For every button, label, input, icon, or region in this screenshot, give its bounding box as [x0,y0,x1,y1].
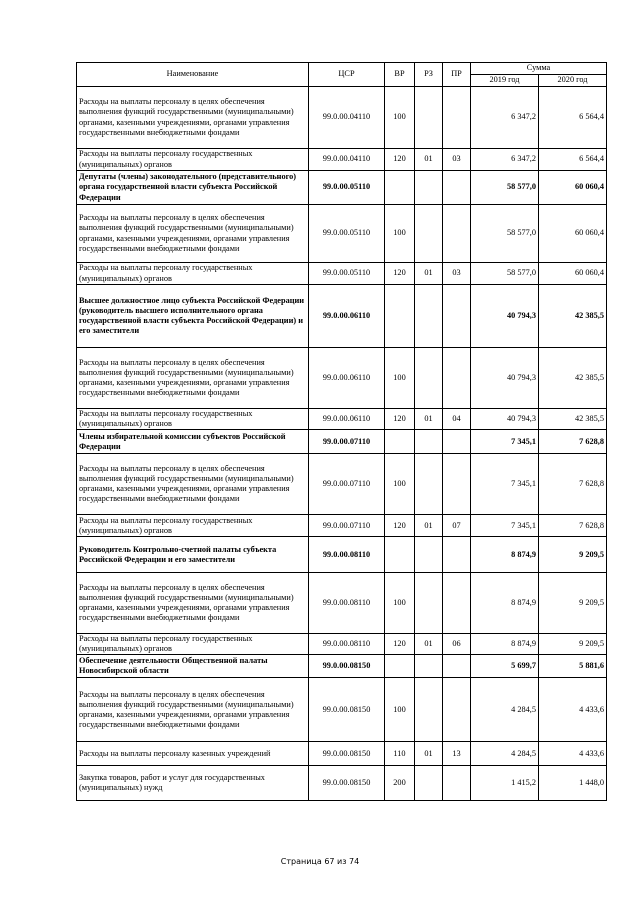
row-vr: 100 [385,678,415,742]
row-sum-2020: 42 385,5 [539,285,607,348]
header-year-2020: 2020 год [539,75,607,87]
row-vr [385,171,415,205]
row-sum-2020: 42 385,5 [539,348,607,409]
header-vr: ВР [385,63,415,87]
row-rz [415,205,443,263]
row-name: Обеспечение деятельности Общественной палаты Новосибирской области [77,655,309,678]
row-sum-2020: 4 433,6 [539,742,607,766]
row-pr [443,678,471,742]
row-csr: 99.0.00.08110 [309,634,385,655]
row-pr [443,430,471,454]
row-sum-2019: 8 874,9 [471,573,539,634]
table-row [77,285,607,348]
row-rz [415,87,443,149]
row-sum-2019: 4 284,5 [471,742,539,766]
table-row [77,263,607,285]
row-sum-2020: 9 209,5 [539,573,607,634]
row-sum-2020: 7 628,8 [539,430,607,454]
row-csr: 99.0.00.04110 [309,87,385,149]
row-pr: 03 [443,149,471,171]
row-sum-2019: 58 577,0 [471,171,539,205]
row-sum-2020: 60 060,4 [539,171,607,205]
table-row [77,766,607,801]
row-sum-2020: 6 564,4 [539,87,607,149]
row-csr: 99.0.00.07110 [309,515,385,537]
row-sum-2019: 8 874,9 [471,634,539,655]
row-rz [415,678,443,742]
row-name: Расходы на выплаты персоналу в целях обеспечения выполнения функций государственными (муниципальными) органами, казенными учреждениями, органами управления государственными внебюджетными фондами [77,205,309,263]
row-rz [415,655,443,678]
row-csr: 99.0.00.04110 [309,149,385,171]
row-csr: 99.0.00.08150 [309,655,385,678]
budget-table [76,62,607,801]
row-vr [385,655,415,678]
row-vr: 120 [385,149,415,171]
table-header [77,63,607,87]
row-name: Расходы на выплаты персоналу государственных (муниципальных) органов [77,515,309,537]
row-vr [385,430,415,454]
row-name: Расходы на выплаты персоналу казенных учреждений [77,742,309,766]
header-rz: РЗ [415,63,443,87]
header-year-2019: 2019 год [471,75,539,87]
row-vr: 100 [385,205,415,263]
row-rz [415,573,443,634]
table-row [77,742,607,766]
row-pr [443,454,471,515]
row-sum-2019: 8 874,9 [471,537,539,573]
row-sum-2019: 6 347,2 [471,149,539,171]
row-vr: 200 [385,766,415,801]
table-row [77,537,607,573]
row-vr: 120 [385,634,415,655]
row-name: Расходы на выплаты персоналу в целях обеспечения выполнения функций государственными (муниципальными) органами, казенными учреждениями, органами управления государственными внебюджетными фондами [77,87,309,149]
row-pr: 06 [443,634,471,655]
row-vr [385,537,415,573]
row-pr [443,573,471,634]
table-row [77,454,607,515]
row-name: Расходы на выплаты персоналу государственных (муниципальных) органов [77,409,309,430]
row-sum-2020: 42 385,5 [539,409,607,430]
row-pr: 04 [443,409,471,430]
row-rz [415,430,443,454]
row-name: Закупка товаров, работ и услуг для государственных (муниципальных) нужд [77,766,309,801]
row-name: Расходы на выплаты персоналу в целях обеспечения выполнения функций государственными (муниципальными) органами, казенными учреждениями, органами управления государственными внебюджетными фондами [77,348,309,409]
row-vr: 100 [385,573,415,634]
row-rz [415,454,443,515]
row-sum-2020: 60 060,4 [539,263,607,285]
row-pr [443,537,471,573]
row-sum-2020: 9 209,5 [539,634,607,655]
row-pr: 13 [443,742,471,766]
row-sum-2020: 1 448,0 [539,766,607,801]
row-csr: 99.0.00.07110 [309,430,385,454]
row-rz [415,171,443,205]
row-sum-2020: 6 564,4 [539,149,607,171]
row-pr [443,348,471,409]
row-csr: 99.0.00.08110 [309,573,385,634]
row-sum-2020: 60 060,4 [539,205,607,263]
row-csr: 99.0.00.08110 [309,537,385,573]
header-csr: ЦСР [309,63,385,87]
row-sum-2019: 58 577,0 [471,263,539,285]
table-row [77,573,607,634]
table-row [77,515,607,537]
table-row [77,87,607,149]
row-sum-2019: 58 577,0 [471,205,539,263]
row-pr [443,205,471,263]
row-sum-2020: 7 628,8 [539,515,607,537]
row-pr [443,87,471,149]
row-rz: 01 [415,409,443,430]
table-row [77,171,607,205]
row-sum-2019: 7 345,1 [471,515,539,537]
row-name: Расходы на выплаты персоналу в целях обеспечения выполнения функций государственными (муниципальными) органами, казенными учреждениями, органами управления государственными внебюджетными фондами [77,454,309,515]
row-pr: 03 [443,263,471,285]
row-sum-2019: 1 415,2 [471,766,539,801]
row-pr [443,766,471,801]
row-csr: 99.0.00.05110 [309,263,385,285]
row-pr [443,655,471,678]
row-rz: 01 [415,515,443,537]
table-row [77,430,607,454]
row-csr: 99.0.00.06110 [309,409,385,430]
table-row [77,149,607,171]
row-vr: 100 [385,348,415,409]
row-rz: 01 [415,263,443,285]
row-vr: 100 [385,454,415,515]
row-sum-2019: 40 794,3 [471,285,539,348]
row-sum-2019: 7 345,1 [471,454,539,515]
row-name: Расходы на выплаты персоналу государственных (муниципальных) органов [77,149,309,171]
row-vr: 120 [385,515,415,537]
row-sum-2020: 9 209,5 [539,537,607,573]
row-rz [415,766,443,801]
row-rz [415,537,443,573]
row-csr: 99.0.00.08150 [309,766,385,801]
row-sum-2019: 6 347,2 [471,87,539,149]
row-name: Расходы на выплаты персоналу в целях обеспечения выполнения функций государственными (муниципальными) органами, казенными учреждениями, органами управления государственными внебюджетными фондами [77,678,309,742]
row-name: Расходы на выплаты персоналу государственных (муниципальных) органов [77,634,309,655]
row-sum-2019: 5 699,7 [471,655,539,678]
row-sum-2020: 4 433,6 [539,678,607,742]
row-csr: 99.0.00.07110 [309,454,385,515]
row-csr: 99.0.00.05110 [309,205,385,263]
row-name: Депутаты (члены) законодательного (представительного) органа государственной власти субъекта Российской Федерации [77,171,309,205]
row-pr: 07 [443,515,471,537]
page-number: Страница 67 из 74 [280,857,360,866]
row-csr: 99.0.00.08150 [309,678,385,742]
row-sum-2020: 7 628,8 [539,454,607,515]
row-csr: 99.0.00.05110 [309,171,385,205]
row-sum-2020: 5 881,6 [539,655,607,678]
row-sum-2019: 4 284,5 [471,678,539,742]
table-row [77,205,607,263]
header-sum: Сумма [471,63,607,75]
row-name: Расходы на выплаты персоналу государственных (муниципальных) органов [77,263,309,285]
row-rz [415,348,443,409]
row-vr: 100 [385,87,415,149]
row-csr: 99.0.00.06110 [309,348,385,409]
row-pr [443,171,471,205]
row-vr [385,285,415,348]
row-vr: 120 [385,409,415,430]
row-name: Руководитель Контрольно-счетной палаты субъекта Российской Федерации и его заместители [77,537,309,573]
row-vr: 120 [385,263,415,285]
row-sum-2019: 40 794,3 [471,409,539,430]
row-name: Высшее должностное лицо субъекта Российской Федерации (руководитель высшего исполнительного органа государственной власти субъекта Российской Федерации) и его заместители [77,285,309,348]
row-sum-2019: 7 345,1 [471,430,539,454]
table-row [77,655,607,678]
row-csr: 99.0.00.06110 [309,285,385,348]
row-rz: 01 [415,634,443,655]
row-name: Члены избирательной комиссии субъектов Российской Федерации [77,430,309,454]
row-rz: 01 [415,742,443,766]
row-pr [443,285,471,348]
row-rz [415,285,443,348]
table-body [77,87,607,801]
table-row [77,678,607,742]
table-row [77,409,607,430]
header-name: Наименование [77,63,309,87]
row-sum-2019: 40 794,3 [471,348,539,409]
table-row [77,634,607,655]
row-vr: 110 [385,742,415,766]
header-pr: ПР [443,63,471,87]
row-rz: 01 [415,149,443,171]
row-csr: 99.0.00.08150 [309,742,385,766]
row-name: Расходы на выплаты персоналу в целях обеспечения выполнения функций государственными (муниципальными) органами, казенными учреждениями, органами управления государственными внебюджетными фондами [77,573,309,634]
table-row [77,348,607,409]
